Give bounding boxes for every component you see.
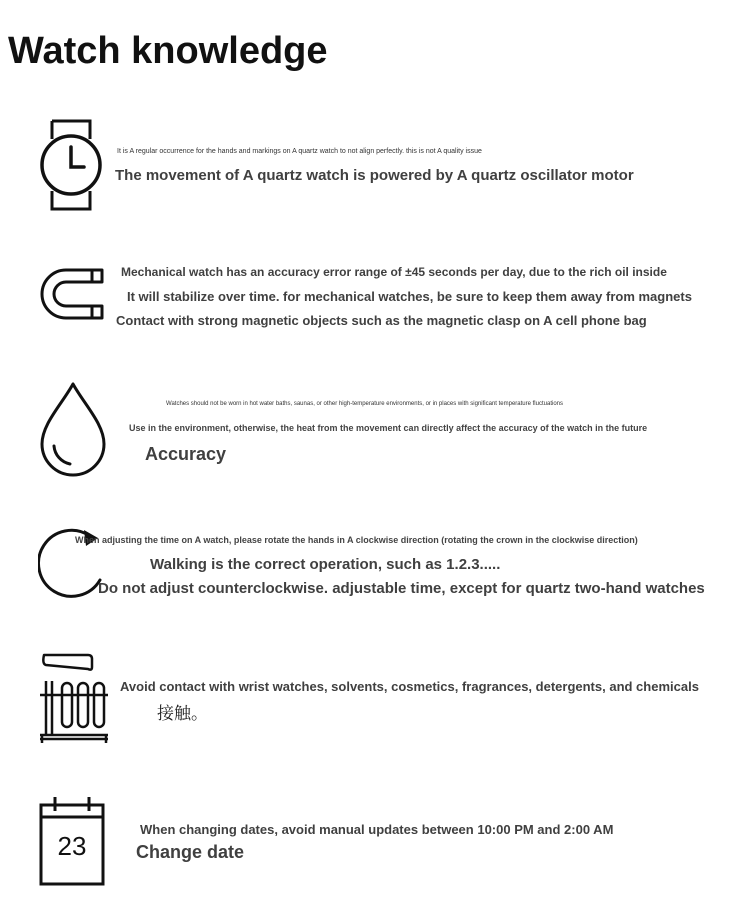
magnetic-objects-text: Contact with strong magnetic objects such as the magnetic clasp on A cell phone bag (116, 313, 647, 328)
accuracy-heading: Accuracy (145, 444, 227, 464)
test-tubes-icon (38, 651, 110, 745)
accuracy-error-text: Mechanical watch has an accuracy error range of ±45 seconds per day, due to the rich oil inside (121, 265, 667, 279)
calendar-number: 23 (57, 831, 87, 861)
wristwatch-icon (38, 117, 106, 213)
water-drop-icon (38, 380, 108, 478)
quartz-motor-text: The movement of A quartz watch is powered by A quartz oscillator motor (115, 167, 634, 184)
contact-cjk-text: 接触。 (157, 704, 208, 724)
magnet-icon (38, 266, 106, 324)
calendar-icon (38, 795, 106, 887)
heat-effect-text: Use in the environment, otherwise, the heat from the movement can directly affect the accuracy of the watch in the future (129, 423, 648, 433)
clockwise-direction-text: When adjusting the time on A watch, please rotate the hands in A clockwise direction (rotating the crown in the clockwise direction) (75, 535, 638, 545)
stabilize-text: It will stabilize over time. for mechanical watches, be sure to keep them away from magnets (127, 289, 692, 304)
avoid-chemicals-text: Avoid contact with wrist watches, solvents, cosmetics, fragrances, detergents, and chemicals (120, 679, 699, 694)
date-change-warning-text: When changing dates, avoid manual updates between 10:00 PM and 2:00 AM (140, 822, 614, 837)
hot-environment-text: Watches should not be worn in hot water baths, saunas, or other high-temperature environments, or in places with significant temperature fluctuations (166, 401, 563, 407)
quartz-alignment-text: It is A regular occurrence for the hands and markings on A quartz watch to not align perfectly. this is not A quality issue (117, 148, 482, 155)
correct-operation-text: Walking is the correct operation, such as 1.2.3..... (150, 556, 501, 573)
page-title: Watch knowledge (8, 30, 328, 72)
counterclockwise-warning-text: Do not adjust counterclockwise. adjustable time, except for quartz two-hand watches (98, 580, 705, 597)
change-date-heading: Change date (136, 842, 245, 862)
